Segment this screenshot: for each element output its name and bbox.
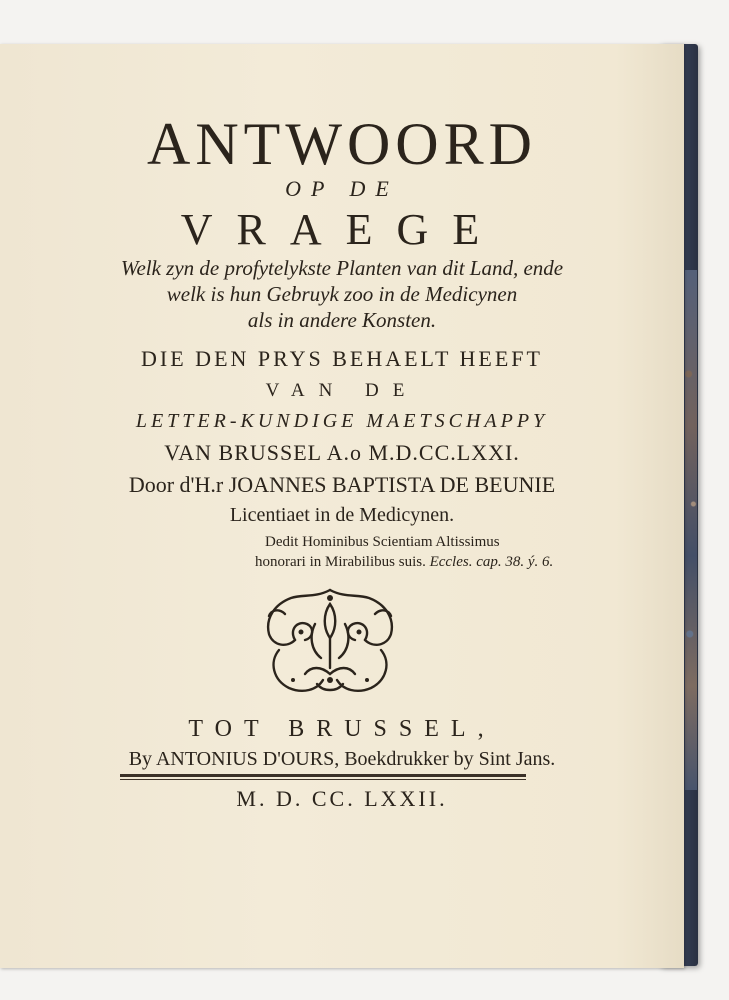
divider-rule-thin — [120, 779, 526, 780]
society-name: LETTER-KUNDIGE MAETSCHAPPY — [135, 410, 549, 432]
motto-line-2 — [255, 554, 553, 571]
book-title: ANTWOORD — [147, 111, 537, 177]
question-line-3: als in andere Konsten. — [247, 308, 437, 332]
author-title: Licentiaet in de Medicynen. — [229, 504, 455, 526]
van-de-line: VAN DE — [265, 380, 419, 401]
question-line-1: Welk zyn de profytelykste Planten van dit Land, ende — [120, 256, 564, 280]
motto-reference: Eccles. cap. 38. ý. 6. — [429, 554, 554, 570]
imprint-year: M. D. CC. LXXII. — [236, 786, 448, 811]
imprint-city: TOT BRUSSEL, — [188, 716, 496, 742]
prize-statement: DIE DEN PRYS BEHAELT HEEFT — [141, 346, 543, 371]
question-line-2: welk is hun Gebruyk zoo in de Medicynen — [166, 282, 518, 306]
marbled-edge — [685, 270, 697, 790]
printers-ornament-icon — [245, 584, 415, 702]
divider-rule-thick — [120, 774, 526, 777]
title-page — [0, 44, 684, 968]
imprint-printer: By ANTONIUS D'OURS, Boekdrukker by Sint Jans. — [128, 748, 556, 770]
motto-line-1: Dedit Hominibus Scientiam Altissimus — [265, 534, 500, 550]
brussel-year-line: VAN BRUSSEL A.o M.D.CC.LXXI. — [164, 440, 520, 465]
title-connector: OP DE — [285, 176, 399, 201]
author-line: Door d'H.r JOANNES BAPTISTA DE BEUNIE — [128, 472, 556, 497]
motto-text: honorari in Mirabilibus suis. — [255, 554, 426, 570]
subtitle-vraege: VRAEGE — [180, 205, 504, 254]
